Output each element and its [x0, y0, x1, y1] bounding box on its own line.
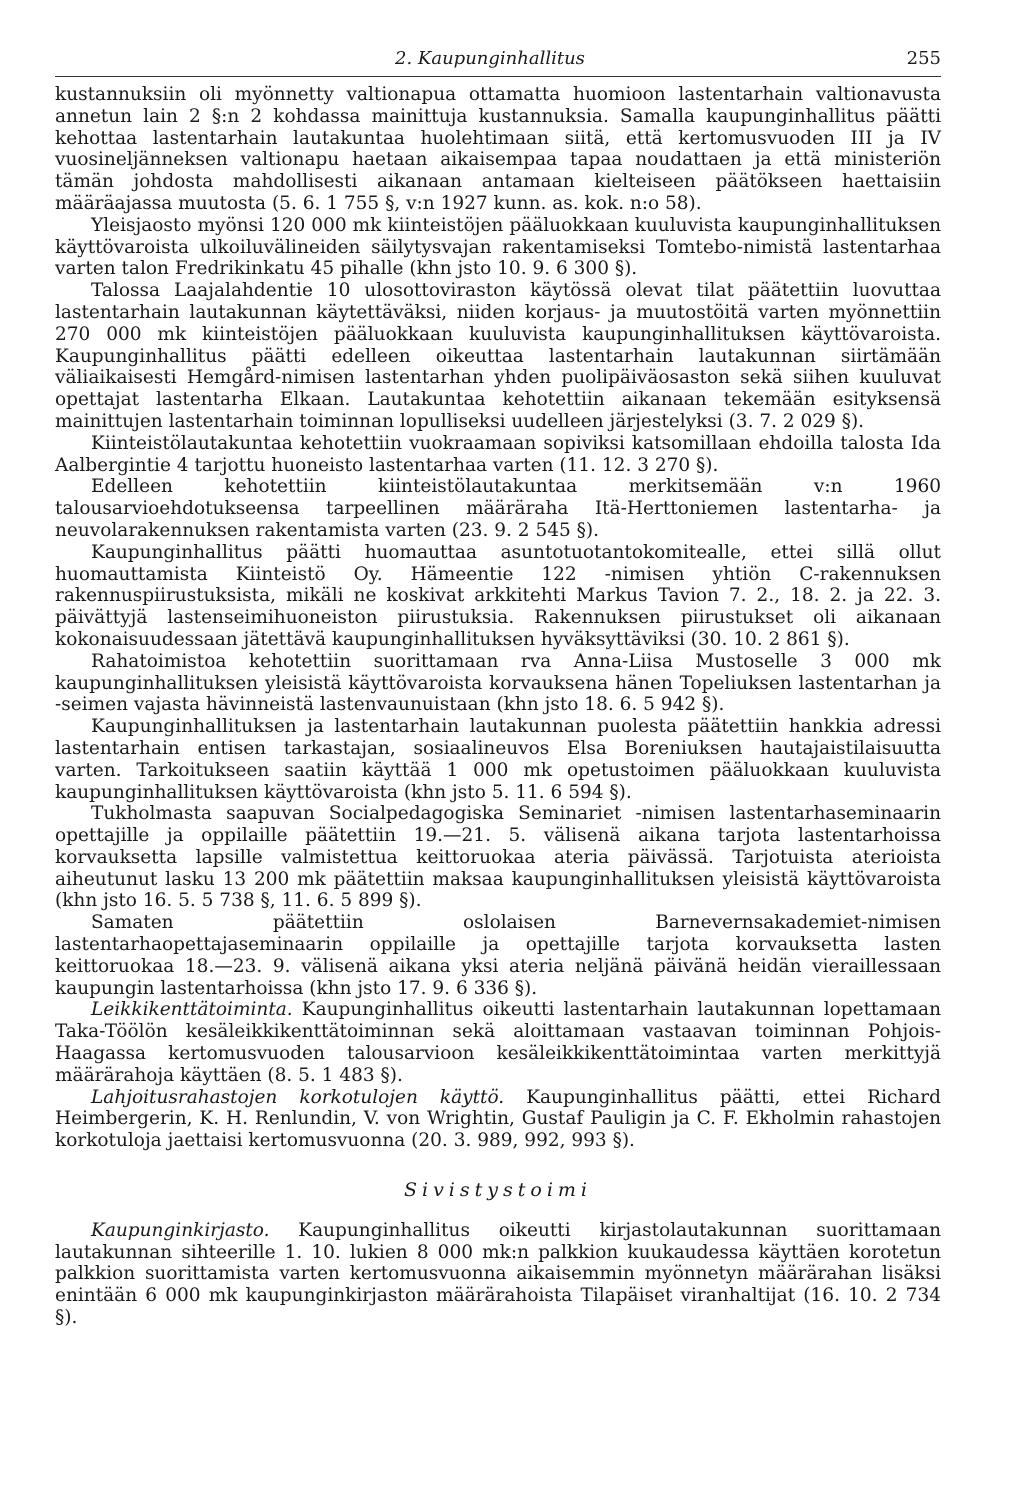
page-header — [55, 44, 941, 84]
paragraph: kustannuksiin oli myönnetty valtionapua ottamatta huomioon lastentarhain valtionavusta annetun lain 2 §:n 2 kohdassa mainittuja kustannuksia. Samalla kaupunginhallitus päätti kehottaa lastentarhain lautakuntaa huolehtimaan siitä, että kertomusvuoden III ja IV vuosineljänneksen valtionapu haetaan aikaisempaa tapaa noudattaen ja että ministeriön tämän johdosta mahdollisesti aikanaan antamaan kielteiseen päätökseen haettaisiin määräajassa muutosta (5. 6. 1 755 §, v:n 1927 kunn. as. kok. n:o 58). — [55, 84, 941, 214]
paragraph: Yleisjaosto myönsi 120 000 mk kiinteistöjen pääluokkaan kuuluvista kaupunginhallituksen käyttövaroista ulkoiluvälineiden säilytysvajan rakentamiseksi Tomtebo-nimistä lastentarhaa varten talon Fredrikinkatu 45 pihalle (khn jsto 10. 9. 6 300 §). — [55, 214, 941, 280]
document-body — [55, 84, 941, 1329]
paragraph: Kaupunginhallituksen ja lastentarhain lautakunnan puolesta päätettiin hankkia adressi lastentarhain entisen tarkastajan, sosiaalineuvos Elsa Boreniuksen hautajaistilaisuutta varten. Tarkoitukseen saatiin käyttää 1 000 mk opetustoimen pääluokkaan kuuluvista kaupunginhallituksen käyttövaroista (khn jsto 5. 11. 6 594 §). — [55, 716, 941, 803]
paragraph: Rahatoimistoa kehotettiin suorittamaan rva Anna-Liisa Mustoselle 3 000 mk kaupunginhallituksen yleisistä käyttövaroista korvauksena hänen Topeliuksen lastentarhan ja -seimen vajasta hävinneistä lastenvaunuistaan (khn jsto 18. 6. 5 942 §). — [55, 650, 941, 716]
page-number: 255 — [906, 48, 941, 69]
paragraph: Kiinteistölautakuntaa kehotettiin vuokraamaan sopiviksi katsomillaan ehdoilla talosta Ida Aalbergintie 4 tarjottu huoneisto lastentarhaa varten (11. 12. 3 270 §). — [55, 432, 941, 476]
paragraph: Lahjoitusrahastojen korkotulojen käyttö. Kaupunginhallitus päätti, ettei Richard Heimbergerin, K. H. Renlundin, V. von Wrightin, Gustaf Pauligin ja C. F. Ekholmin rahastojen korkotuloja jaettaisi kertomusvuonna (20. 3. 989, 992, 993 §). — [55, 1086, 941, 1152]
running-title: 2. Kaupunginhallitus — [395, 48, 585, 69]
paragraph-lead: Leikkikenttätoiminta. — [91, 999, 293, 1021]
paragraph: Kaupunginhallitus päätti huomauttaa asuntotuotantokomitealle, ettei sillä ollut huomauttamista Kiinteistö Oy. Hämeentie 122 -nimisen yhtiön C-rakennuksen rakennuspiirustuksista, mikäli ne koskivat arkkitehti Markus Tavion 7. 2., 18. 2. ja 22. 3. päivättyjä lastenseimihuoneiston piirustuksia. Rakennuksen piirustukset oli aikanaan kokonaisuudessaan jätettävä kaupunginhallituksen hyväksyttäviksi (30. 10. 2 861 §). — [55, 541, 941, 650]
paragraph: Tukholmasta saapuvan Socialpedagogiska Seminariet -nimisen lastentarhaseminaarin opettajille ja oppilaille päätettiin 19.—21. 5. välisenä aikana tarjota lastentarhoissa korvauksetta lapsille valmistettua keittoruokaa ateria päivässä. Tarjotuista aterioista aiheutunut lasku 13 200 mk päätettiin maksaa kaupunginhallituksen yleisistä käyttövaroista (khn jsto 16. 5. 5 738 §, 11. 6. 5 899 §). — [55, 803, 941, 912]
paragraph-lead: Lahjoitusrahastojen korkotulojen käyttö. — [91, 1086, 505, 1108]
paragraph: Kaupunginkirjasto. Kaupunginhallitus oikeutti kirjastolautakunnan suorittamaan lautakunnan sihteerille 1. 10. lukien 8 000 mk:n palkkion kuukaudessa käyttäen korotetun palkkion suorittamista varten kertomusvuonna aikaisemmin myönnetyn määrärahan lisäksi enintään 6 000 mk kaupunginkirjaston määrärahoista Tilapäiset viranhaltijat (16. 10. 2 734 §). — [55, 1219, 941, 1329]
paragraph: Edelleen kehotettiin kiinteistölautakuntaa merkitsemään v:n 1960 talousarvioehdotukseensa tarpeellinen määräraha Itä-Herttoniemen lastentarha- ja neuvolarakennuksen rakentamista varten (23. 9. 2 545 §). — [55, 476, 941, 541]
header-rule — [55, 76, 941, 77]
section-heading: Sivistystoimi — [403, 1179, 593, 1202]
document-page — [55, 44, 941, 1329]
paragraph: Samaten päätettiin oslolaisen Barnevernsakademiet-nimisen lastentarhaopettajaseminaarin oppilaille ja opettajille tarjota korvauksetta lasten keittoruokaa 18.—23. 9. välisenä aikana yksi ateria neljänä päivänä heidän vieraillessaan kaupungin lastentarhoissa (khn jsto 17. 9. 6 336 §). — [55, 912, 941, 999]
paragraph: Talossa Laajalahdentie 10 ulosottoviraston käytössä olevat tilat päätettiin luovuttaa lastentarhain lautakunnan käytettäväksi, niiden korjaus- ja muutostöitä varten myönnettiin 270 000 mk kiinteistöjen pääluokkaan kuuluvista kaupunginhallituksen käyttövaroista. Kaupunginhallitus päätti edelleen oikeuttaa lastentarhain lautakunnan siirtämään väliaikaisesti Hemgård-nimisen lastentarhan yhden puolipäiväosaston sekä siihen kuuluvat opettajat lastentarha Elkaan. Lautakuntaa kehotettiin aikanaan tekemään esityksensä mainittujen lastentarhain toiminnan lopulliseksi uudelleen järjestelyksi (3. 7. 2 029 §). — [55, 280, 941, 432]
paragraph-lead: Kaupunginkirjasto. — [91, 1219, 270, 1241]
paragraph: Leikkikenttätoiminta. Kaupunginhallitus oikeutti lastentarhain lautakunnan lopettamaan Taka-Töölön kesäleikkikenttätoiminnan sekä aloittamaan vastaavan toiminnan Pohjois-Haagassa kertomusvuoden talousarvioon kesäleikkikenttätoimintaa varten merkittyjä määrärahoja käyttäen (8. 5. 1 483 §). — [55, 999, 941, 1086]
